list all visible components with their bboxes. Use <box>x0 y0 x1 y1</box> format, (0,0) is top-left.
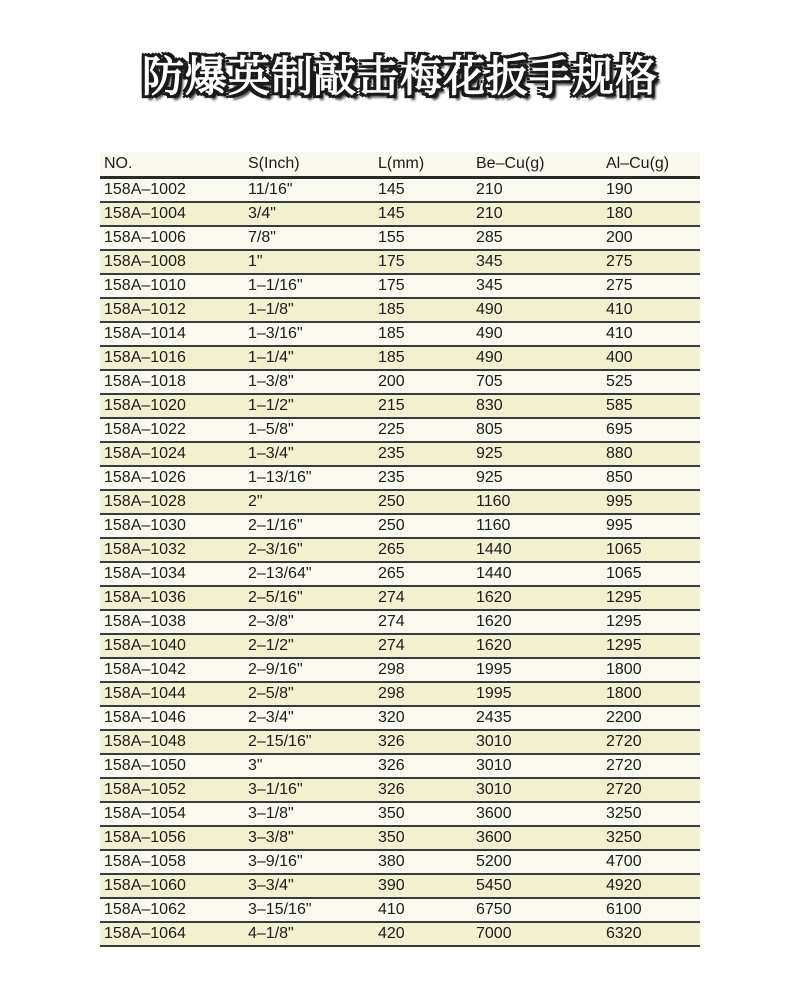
cell-no: 158A–1036 <box>104 589 186 606</box>
cell-al-cu-weight: 6100 <box>606 901 642 918</box>
cell-size-inch: 4–1/8" <box>248 925 294 942</box>
cell-be-cu-weight: 1995 <box>476 685 512 702</box>
table-row <box>100 875 700 899</box>
cell-length-mm: 175 <box>378 277 405 294</box>
table-row <box>100 203 700 227</box>
cell-al-cu-weight: 695 <box>606 421 633 438</box>
cell-al-cu-weight: 3250 <box>606 829 642 846</box>
cell-be-cu-weight: 1620 <box>476 637 512 654</box>
cell-be-cu-weight: 1160 <box>476 517 511 534</box>
cell-no: 158A–1010 <box>104 277 186 294</box>
cell-size-inch: 2–3/8" <box>248 613 294 630</box>
cell-al-cu-weight: 410 <box>606 301 633 318</box>
cell-al-cu-weight: 3250 <box>606 805 642 822</box>
cell-size-inch: 2–1/2" <box>248 637 294 654</box>
cell-length-mm: 265 <box>378 565 405 582</box>
cell-no: 158A–1044 <box>104 685 186 702</box>
cell-al-cu-weight: 2720 <box>606 757 642 774</box>
cell-length-mm: 200 <box>378 373 405 390</box>
table-row <box>100 587 700 611</box>
cell-no: 158A–1040 <box>104 637 186 654</box>
cell-al-cu-weight: 1065 <box>606 541 642 558</box>
cell-length-mm: 235 <box>378 469 405 486</box>
cell-size-inch: 2–13/64" <box>248 565 312 582</box>
cell-be-cu-weight: 805 <box>476 421 503 438</box>
cell-al-cu-weight: 1295 <box>606 613 642 630</box>
cell-no: 158A–1002 <box>104 181 186 198</box>
cell-no: 158A–1064 <box>104 925 186 942</box>
cell-size-inch: 3–15/16" <box>248 901 312 918</box>
cell-size-inch: 2–15/16" <box>248 733 312 750</box>
cell-be-cu-weight: 3010 <box>476 757 512 774</box>
cell-al-cu-weight: 1065 <box>606 565 642 582</box>
cell-al-cu-weight: 1295 <box>606 589 642 606</box>
cell-al-cu-weight: 190 <box>606 181 633 198</box>
header-length-mm: L(mm) <box>378 155 425 172</box>
table-row <box>100 299 700 323</box>
table-row <box>100 755 700 779</box>
cell-size-inch: 1–5/8" <box>248 421 294 438</box>
cell-length-mm: 250 <box>378 493 405 510</box>
cell-al-cu-weight: 880 <box>606 445 633 462</box>
cell-al-cu-weight: 180 <box>606 205 633 222</box>
cell-al-cu-weight: 525 <box>606 373 633 390</box>
cell-no: 158A–1012 <box>104 301 186 318</box>
cell-length-mm: 326 <box>378 733 405 750</box>
table-row <box>100 683 700 707</box>
cell-be-cu-weight: 1620 <box>476 589 512 606</box>
cell-al-cu-weight: 200 <box>606 229 633 246</box>
cell-al-cu-weight: 1800 <box>606 661 642 678</box>
cell-length-mm: 185 <box>378 349 405 366</box>
cell-be-cu-weight: 490 <box>476 301 503 318</box>
table-row <box>100 635 700 659</box>
cell-size-inch: 7/8" <box>248 229 276 246</box>
cell-size-inch: 2–5/16" <box>248 589 303 606</box>
cell-size-inch: 3–9/16" <box>248 853 303 870</box>
table-row <box>100 251 700 275</box>
cell-size-inch: 1–3/4" <box>248 445 294 462</box>
cell-no: 158A–1014 <box>104 325 186 342</box>
cell-length-mm: 155 <box>378 229 405 246</box>
cell-size-inch: 1–1/2" <box>248 397 294 414</box>
cell-no: 158A–1028 <box>104 493 186 510</box>
cell-al-cu-weight: 2720 <box>606 733 642 750</box>
page-title: 防爆英制敲击梅花扳手规格 <box>141 52 658 101</box>
cell-length-mm: 420 <box>378 925 405 942</box>
cell-size-inch: 3–1/8" <box>248 805 294 822</box>
table-row <box>100 179 700 203</box>
cell-size-inch: 1–13/16" <box>248 469 312 486</box>
table-row <box>100 275 700 299</box>
table-row <box>100 227 700 251</box>
cell-length-mm: 298 <box>378 685 405 702</box>
cell-al-cu-weight: 275 <box>606 253 633 270</box>
cell-be-cu-weight: 490 <box>476 349 503 366</box>
cell-length-mm: 274 <box>378 589 405 606</box>
cell-al-cu-weight: 995 <box>606 493 633 510</box>
cell-length-mm: 215 <box>378 397 405 414</box>
cell-be-cu-weight: 1995 <box>476 661 512 678</box>
cell-size-inch: 3–3/4" <box>248 877 294 894</box>
cell-al-cu-weight: 2720 <box>606 781 642 798</box>
cell-size-inch: 1–3/8" <box>248 373 294 390</box>
cell-no: 158A–1020 <box>104 397 186 414</box>
cell-no: 158A–1054 <box>104 805 186 822</box>
cell-no: 158A–1030 <box>104 517 186 534</box>
cell-length-mm: 320 <box>378 709 405 726</box>
cell-size-inch: 3/4" <box>248 205 276 222</box>
cell-be-cu-weight: 1440 <box>476 541 512 558</box>
cell-no: 158A–1048 <box>104 733 186 750</box>
cell-size-inch: 3–3/8" <box>248 829 294 846</box>
table-row <box>100 563 700 587</box>
cell-no: 158A–1056 <box>104 829 186 846</box>
cell-no: 158A–1022 <box>104 421 186 438</box>
cell-be-cu-weight: 6750 <box>476 901 512 918</box>
cell-no: 158A–1050 <box>104 757 186 774</box>
table-row <box>100 539 700 563</box>
cell-al-cu-weight: 275 <box>606 277 633 294</box>
cell-size-inch: 3" <box>248 757 263 774</box>
cell-al-cu-weight: 995 <box>606 517 633 534</box>
cell-length-mm: 298 <box>378 661 405 678</box>
cell-no: 158A–1042 <box>104 661 186 678</box>
table-row <box>100 827 700 851</box>
cell-length-mm: 250 <box>378 517 405 534</box>
cell-length-mm: 390 <box>378 877 405 894</box>
table-row <box>100 851 700 875</box>
cell-no: 158A–1032 <box>104 541 186 558</box>
cell-be-cu-weight: 7000 <box>476 925 512 942</box>
table-row <box>100 803 700 827</box>
header-al-cu-weight: Al–Cu(g) <box>606 155 670 172</box>
cell-length-mm: 225 <box>378 421 405 438</box>
cell-al-cu-weight: 585 <box>606 397 633 414</box>
cell-no: 158A–1018 <box>104 373 186 390</box>
table-header-row <box>100 152 700 179</box>
cell-be-cu-weight: 345 <box>476 277 503 294</box>
cell-be-cu-weight: 3600 <box>476 805 512 822</box>
cell-al-cu-weight: 410 <box>606 325 633 342</box>
cell-be-cu-weight: 345 <box>476 253 503 270</box>
cell-al-cu-weight: 2200 <box>606 709 642 726</box>
cell-be-cu-weight: 1620 <box>476 613 512 630</box>
cell-size-inch: 2–1/16" <box>248 517 303 534</box>
table-row <box>100 419 700 443</box>
cell-length-mm: 326 <box>378 781 405 798</box>
cell-no: 158A–1052 <box>104 781 186 798</box>
cell-be-cu-weight: 490 <box>476 325 503 342</box>
cell-be-cu-weight: 925 <box>476 469 503 486</box>
cell-size-inch: 1–1/16" <box>248 277 303 294</box>
cell-be-cu-weight: 1440 <box>476 565 512 582</box>
cell-no: 158A–1024 <box>104 445 186 462</box>
cell-al-cu-weight: 1800 <box>606 685 642 702</box>
cell-be-cu-weight: 5450 <box>476 877 512 894</box>
cell-length-mm: 145 <box>378 181 405 198</box>
cell-length-mm: 185 <box>378 301 405 318</box>
cell-al-cu-weight: 4700 <box>606 853 642 870</box>
cell-be-cu-weight: 210 <box>476 205 503 222</box>
table-row <box>100 395 700 419</box>
table-row <box>100 491 700 515</box>
cell-length-mm: 235 <box>378 445 405 462</box>
cell-be-cu-weight: 3010 <box>476 781 512 798</box>
table-row <box>100 899 700 923</box>
cell-size-inch: 2–3/4" <box>248 709 294 726</box>
cell-al-cu-weight: 850 <box>606 469 633 486</box>
cell-no: 158A–1004 <box>104 205 186 222</box>
cell-length-mm: 350 <box>378 829 405 846</box>
header-size-inch: S(Inch) <box>248 155 300 172</box>
cell-length-mm: 145 <box>378 205 405 222</box>
cell-length-mm: 350 <box>378 805 405 822</box>
cell-length-mm: 410 <box>378 901 405 918</box>
table-row <box>100 347 700 371</box>
cell-be-cu-weight: 925 <box>476 445 503 462</box>
table-row <box>100 611 700 635</box>
table-row <box>100 467 700 491</box>
cell-length-mm: 265 <box>378 541 405 558</box>
table-row <box>100 659 700 683</box>
cell-no: 158A–1046 <box>104 709 186 726</box>
cell-no: 158A–1008 <box>104 253 186 270</box>
cell-length-mm: 380 <box>378 853 405 870</box>
table-row <box>100 779 700 803</box>
cell-be-cu-weight: 3600 <box>476 829 512 846</box>
cell-be-cu-weight: 210 <box>476 181 503 198</box>
cell-size-inch: 1" <box>248 253 263 270</box>
cell-size-inch: 1–1/4" <box>248 349 294 366</box>
cell-no: 158A–1026 <box>104 469 186 486</box>
table-row <box>100 371 700 395</box>
spec-table <box>100 152 700 947</box>
cell-length-mm: 185 <box>378 325 405 342</box>
table-row <box>100 707 700 731</box>
cell-size-inch: 2–5/8" <box>248 685 294 702</box>
cell-no: 158A–1062 <box>104 901 186 918</box>
cell-no: 158A–1058 <box>104 853 186 870</box>
cell-length-mm: 326 <box>378 757 405 774</box>
cell-size-inch: 2–9/16" <box>248 661 303 678</box>
cell-no: 158A–1006 <box>104 229 186 246</box>
cell-no: 158A–1034 <box>104 565 186 582</box>
table-row <box>100 923 700 947</box>
cell-no: 158A–1060 <box>104 877 186 894</box>
cell-be-cu-weight: 5200 <box>476 853 512 870</box>
cell-length-mm: 175 <box>378 253 405 270</box>
cell-size-inch: 3–1/16" <box>248 781 303 798</box>
cell-no: 158A–1038 <box>104 613 186 630</box>
cell-be-cu-weight: 3010 <box>476 733 512 750</box>
cell-al-cu-weight: 4920 <box>606 877 642 894</box>
cell-al-cu-weight: 400 <box>606 349 633 366</box>
table-row <box>100 731 700 755</box>
cell-size-inch: 1–3/16" <box>248 325 303 342</box>
cell-size-inch: 2–3/16" <box>248 541 303 558</box>
cell-length-mm: 274 <box>378 637 405 654</box>
header-no: NO. <box>104 155 133 172</box>
cell-length-mm: 274 <box>378 613 405 630</box>
cell-size-inch: 1–1/8" <box>248 301 294 318</box>
cell-size-inch: 2" <box>248 493 263 510</box>
cell-no: 158A–1016 <box>104 349 186 366</box>
cell-size-inch: 11/16" <box>248 181 293 198</box>
cell-be-cu-weight: 705 <box>476 373 503 390</box>
cell-be-cu-weight: 2435 <box>476 709 512 726</box>
cell-be-cu-weight: 830 <box>476 397 503 414</box>
table-row <box>100 443 700 467</box>
header-be-cu-weight: Be–Cu(g) <box>476 155 545 172</box>
cell-be-cu-weight: 285 <box>476 229 503 246</box>
table-row <box>100 515 700 539</box>
cell-al-cu-weight: 1295 <box>606 637 642 654</box>
table-row <box>100 323 700 347</box>
cell-al-cu-weight: 6320 <box>606 925 642 942</box>
cell-be-cu-weight: 1160 <box>476 493 511 510</box>
